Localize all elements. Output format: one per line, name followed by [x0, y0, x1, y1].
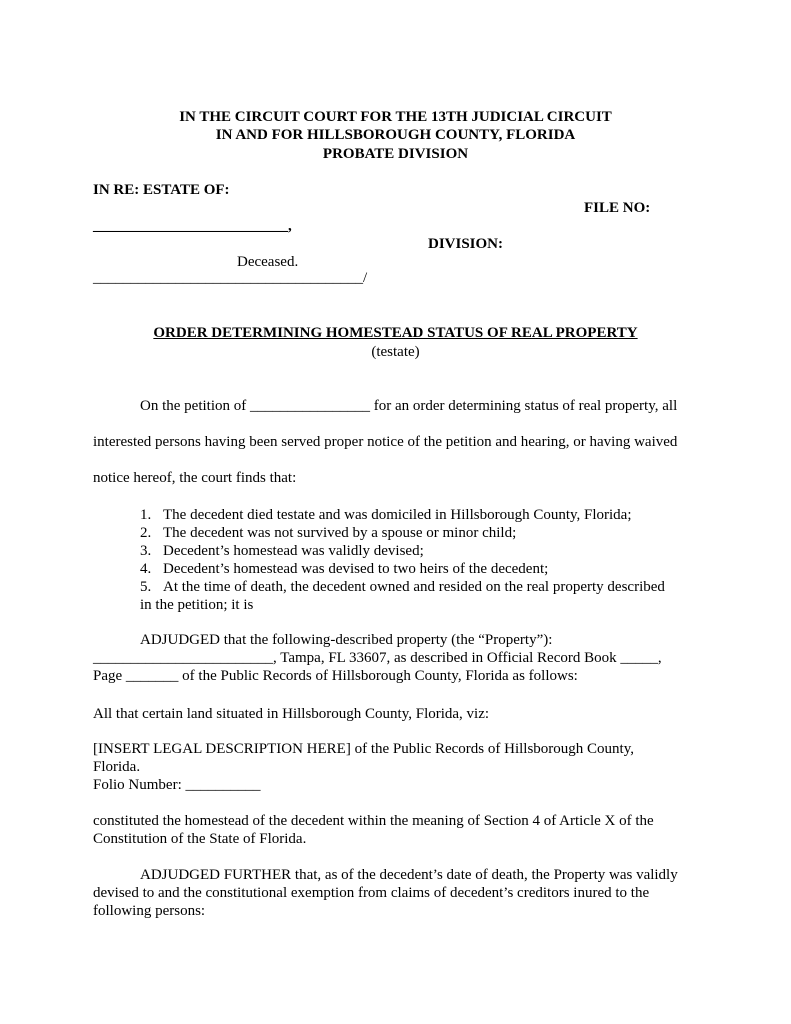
adjudged-line-3: Page _______ of the Public Records of Hillsborough County, Florida as follows:: [93, 668, 578, 684]
petition-line-2: interested persons having been served proper notice of the petition and hearing, or having waived: [93, 434, 678, 450]
folio-number: Folio Number: __________: [93, 777, 261, 793]
further-line-1: ADJUDGED FURTHER that, as of the decedent’s date of death, the Property was validly: [140, 867, 678, 883]
findings-list: [140, 506, 700, 614]
caption-bottom-line: ____________________________________/: [93, 270, 368, 286]
list-item: 3. Decedent’s homestead was validly devised;: [140, 543, 424, 559]
list-item: 4. Decedent’s homestead was devised to two heirs of the decedent;: [140, 561, 549, 577]
further-line-3: following persons:: [93, 903, 206, 919]
file-no-label: FILE NO:: [584, 200, 651, 216]
estate-name-blank: __________________________,: [93, 218, 292, 234]
deceased-label: Deceased.: [237, 254, 299, 270]
court-name-line2: IN AND FOR HILLSBOROUGH COUNTY, FLORIDA: [215, 127, 576, 143]
order-title: ORDER DETERMINING HOMESTEAD STATUS OF REAL PROPERTY: [153, 325, 638, 341]
adjudged-line-2: ________________________, Tampa, FL 33607, as described in Official Record Book _____,: [93, 650, 662, 666]
further-line-2: devised to and the constitutional exemption from claims of decedent’s creditors inured to the: [93, 885, 650, 901]
list-item: 2. The decedent was not survived by a spouse or minor child;: [140, 525, 517, 541]
order-subtitle: (testate): [371, 344, 420, 360]
division-label: DIVISION:: [428, 236, 504, 252]
in-re-label: IN RE: ESTATE OF:: [93, 182, 230, 198]
list-item: 5. At the time of death, the decedent owned and resided on the real property described: [140, 579, 665, 595]
court-division: PROBATE DIVISION: [322, 146, 469, 162]
adjudged-line-1: ADJUDGED that the following-described property (the “Property”):: [140, 632, 553, 648]
list-item: 1. The decedent died testate and was domiciled in Hillsborough County, Florida;: [140, 507, 632, 523]
constituted-line-2: Constitution of the State of Florida.: [93, 831, 307, 847]
legal-description-line-2: Florida.: [93, 759, 141, 775]
petition-line-3: notice hereof, the court finds that:: [93, 470, 297, 486]
legal-description-line-1: [INSERT LEGAL DESCRIPTION HERE] of the Public Records of Hillsborough County,: [93, 741, 635, 757]
petition-line-1: On the petition of ________________ for an order determining status of real property, all: [140, 398, 678, 414]
land-statement: All that certain land situated in Hillsborough County, Florida, viz:: [93, 706, 490, 722]
court-name-line1: IN THE CIRCUIT COURT FOR THE 13TH JUDICIAL CIRCUIT: [179, 109, 612, 125]
list-item-continuation: in the petition; it is: [140, 597, 254, 613]
constituted-line-1: constituted the homestead of the decedent within the meaning of Section 4 of Article X of the: [93, 813, 654, 829]
